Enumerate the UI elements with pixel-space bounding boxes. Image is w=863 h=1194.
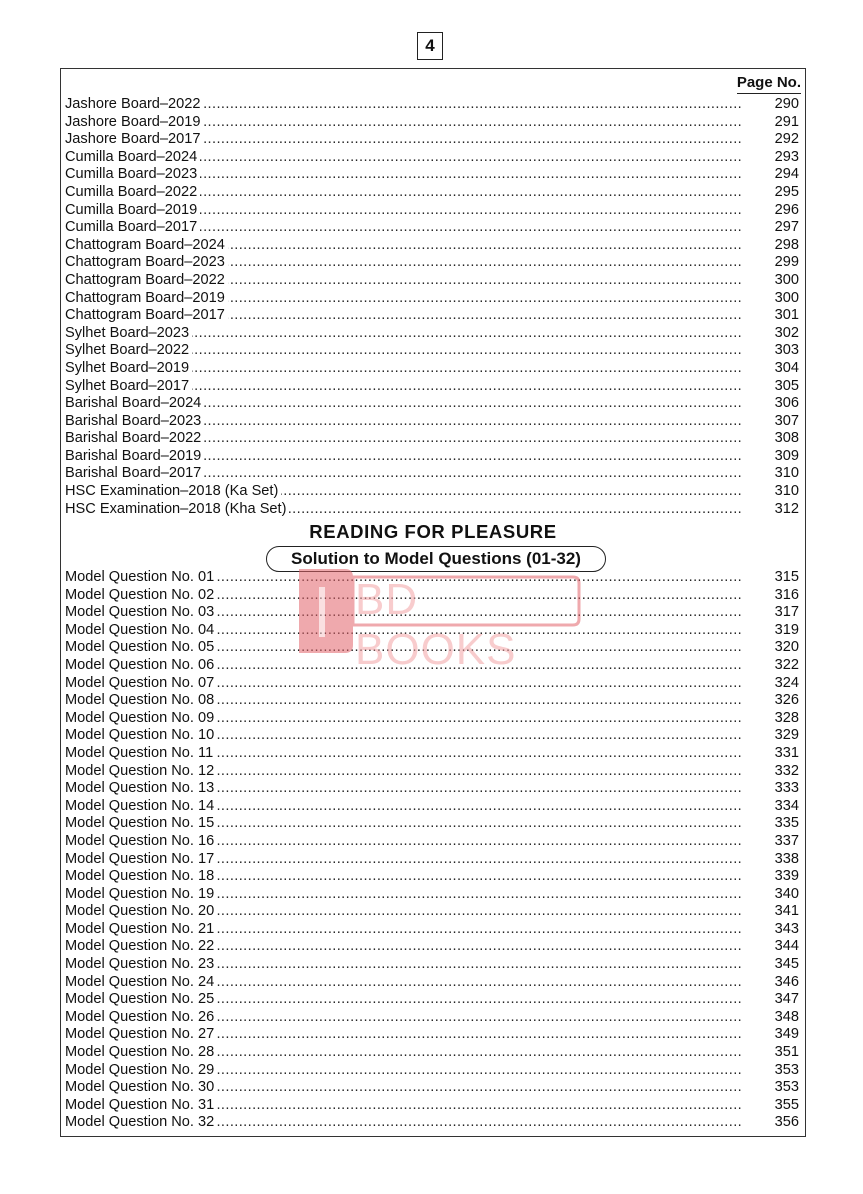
entry-page-number: 305 bbox=[774, 377, 799, 394]
entry-label: Chattogram Board–2023 bbox=[65, 254, 228, 272]
entry-page-number: 298 bbox=[774, 236, 799, 253]
entry-label: Model Question No. 24 bbox=[65, 974, 217, 992]
model-entry-row bbox=[65, 921, 803, 939]
entry-page-number: 349 bbox=[774, 1026, 799, 1043]
board-entry-row bbox=[65, 237, 803, 255]
entry-label: HSC Examination–2018 (Ka Set) bbox=[65, 483, 281, 501]
entry-page-number: 291 bbox=[774, 113, 799, 130]
entry-label: Sylhet Board–2019 bbox=[65, 360, 192, 378]
model-entry-row bbox=[65, 745, 803, 763]
entry-page-number: 341 bbox=[774, 903, 799, 920]
model-entry-row bbox=[65, 938, 803, 956]
entry-page-number: 328 bbox=[774, 709, 799, 726]
board-entry-row bbox=[65, 290, 803, 308]
entry-page-number: 294 bbox=[774, 166, 799, 183]
entry-label: Chattogram Board–2022 bbox=[65, 272, 228, 290]
entry-page-number: 335 bbox=[774, 815, 799, 832]
model-entry-row bbox=[65, 1026, 803, 1044]
model-entry-row bbox=[65, 639, 803, 657]
entry-label: Jashore Board–2017 bbox=[65, 131, 204, 149]
entry-label: Cumilla Board–2022 bbox=[65, 184, 200, 202]
board-entry-row bbox=[65, 254, 803, 272]
model-entry-row bbox=[65, 1009, 803, 1027]
entry-page-number: 304 bbox=[774, 359, 799, 376]
entry-label: Model Question No. 23 bbox=[65, 956, 217, 974]
board-entry-row bbox=[65, 184, 803, 202]
model-entries-list bbox=[65, 569, 803, 1132]
model-entry-row bbox=[65, 622, 803, 640]
entry-label: Model Question No. 17 bbox=[65, 851, 217, 869]
entry-page-number: 302 bbox=[774, 324, 799, 341]
entry-label: Model Question No. 05 bbox=[65, 639, 217, 657]
section-title: READING FOR PLEASURE bbox=[309, 521, 557, 542]
board-entry-row bbox=[65, 131, 803, 149]
entry-page-number: 296 bbox=[774, 201, 799, 218]
model-entry-row bbox=[65, 657, 803, 675]
entry-label: Sylhet Board–2017 bbox=[65, 378, 192, 396]
entry-page-number: 293 bbox=[774, 148, 799, 165]
board-entry-row bbox=[65, 272, 803, 290]
model-entry-row bbox=[65, 569, 803, 587]
entry-label: Model Question No. 13 bbox=[65, 780, 217, 798]
entry-page-number: 326 bbox=[774, 692, 799, 709]
entry-label: Model Question No. 30 bbox=[65, 1079, 217, 1097]
board-entries-list bbox=[65, 96, 803, 518]
model-entry-row bbox=[65, 780, 803, 798]
entry-page-number: 299 bbox=[774, 254, 799, 271]
entry-page-number: 292 bbox=[774, 131, 799, 148]
entry-page-number: 309 bbox=[774, 447, 799, 464]
entry-label: Model Question No. 31 bbox=[65, 1097, 217, 1115]
model-entry-row bbox=[65, 675, 803, 693]
entry-label: Barishal Board–2023 bbox=[65, 413, 204, 431]
entry-label: Barishal Board–2017 bbox=[65, 465, 204, 483]
entry-page-number: 351 bbox=[774, 1044, 799, 1061]
board-entry-row bbox=[65, 395, 803, 413]
section-subtitle: Solution to Model Questions (01-32) bbox=[266, 546, 606, 572]
entry-page-number: 344 bbox=[774, 938, 799, 955]
board-entry-row bbox=[65, 360, 803, 378]
entry-label: Cumilla Board–2017 bbox=[65, 219, 200, 237]
board-entry-row bbox=[65, 378, 803, 396]
entry-page-number: 348 bbox=[774, 1008, 799, 1025]
entry-page-number: 310 bbox=[774, 465, 799, 482]
entry-page-number: 297 bbox=[774, 219, 799, 236]
model-entry-row bbox=[65, 587, 803, 605]
entry-label: Barishal Board–2024 bbox=[65, 395, 204, 413]
board-entry-row bbox=[65, 219, 803, 237]
entry-page-number: 343 bbox=[774, 920, 799, 937]
entry-page-number: 301 bbox=[774, 307, 799, 324]
model-entry-row bbox=[65, 798, 803, 816]
entry-label: Model Question No. 10 bbox=[65, 727, 217, 745]
entry-label: Model Question No. 25 bbox=[65, 991, 217, 1009]
model-entry-row bbox=[65, 815, 803, 833]
entry-label: Sylhet Board–2023 bbox=[65, 325, 192, 343]
entry-page-number: 312 bbox=[774, 500, 799, 517]
model-entry-row bbox=[65, 692, 803, 710]
entry-label: HSC Examination–2018 (Kha Set) bbox=[65, 501, 289, 519]
entry-page-number: 339 bbox=[774, 868, 799, 885]
model-entry-row bbox=[65, 1114, 803, 1132]
entry-page-number: 290 bbox=[774, 96, 799, 112]
board-entry-row bbox=[65, 430, 803, 448]
entry-page-number: 346 bbox=[774, 973, 799, 990]
entry-label: Model Question No. 09 bbox=[65, 710, 217, 728]
entry-label: Chattogram Board–2024 bbox=[65, 237, 228, 255]
board-entry-row bbox=[65, 465, 803, 483]
entry-page-number: 353 bbox=[774, 1079, 799, 1096]
entry-label: Model Question No. 32 bbox=[65, 1114, 217, 1132]
entry-label: Model Question No. 01 bbox=[65, 569, 217, 587]
contents-frame bbox=[60, 68, 806, 1137]
entry-label: Model Question No. 03 bbox=[65, 604, 217, 622]
model-entry-row bbox=[65, 604, 803, 622]
entry-label: Model Question No. 08 bbox=[65, 692, 217, 710]
entry-page-number: 345 bbox=[774, 956, 799, 973]
model-entry-row bbox=[65, 903, 803, 921]
entry-label: Model Question No. 02 bbox=[65, 587, 217, 605]
entry-label: Model Question No. 26 bbox=[65, 1009, 217, 1027]
entry-label: Model Question No. 19 bbox=[65, 886, 217, 904]
entry-label: Cumilla Board–2019 bbox=[65, 202, 200, 220]
entry-page-number: 320 bbox=[774, 639, 799, 656]
entry-label: Chattogram Board–2017 bbox=[65, 307, 228, 325]
model-entry-row bbox=[65, 1044, 803, 1062]
page-no-header: Page No. bbox=[737, 74, 801, 94]
entry-page-number: 331 bbox=[774, 744, 799, 761]
board-entry-row bbox=[65, 166, 803, 184]
model-entry-row bbox=[65, 1062, 803, 1080]
model-entry-row bbox=[65, 974, 803, 992]
entry-page-number: 315 bbox=[774, 569, 799, 585]
entry-label: Model Question No. 20 bbox=[65, 903, 217, 921]
entry-page-number: 306 bbox=[774, 395, 799, 412]
entry-page-number: 307 bbox=[774, 412, 799, 429]
entry-label: Model Question No. 14 bbox=[65, 798, 217, 816]
entry-page-number: 347 bbox=[774, 991, 799, 1008]
entry-page-number: 295 bbox=[774, 183, 799, 200]
model-entry-row bbox=[65, 833, 803, 851]
board-entry-row bbox=[65, 325, 803, 343]
entry-page-number: 334 bbox=[774, 797, 799, 814]
entry-label: Model Question No. 18 bbox=[65, 868, 217, 886]
entry-page-number: 329 bbox=[774, 727, 799, 744]
entry-label: Jashore Board–2019 bbox=[65, 114, 204, 132]
entry-page-number: 319 bbox=[774, 621, 799, 638]
entry-page-number: 337 bbox=[774, 832, 799, 849]
entry-page-number: 322 bbox=[774, 656, 799, 673]
entry-label: Model Question No. 21 bbox=[65, 921, 217, 939]
entry-page-number: 356 bbox=[774, 1114, 799, 1131]
watermark-text: BD BOOKS bbox=[355, 575, 517, 674]
entry-page-number: 338 bbox=[774, 850, 799, 867]
board-entry-row bbox=[65, 149, 803, 167]
entry-label: Sylhet Board–2022 bbox=[65, 342, 192, 360]
entry-label: Model Question No. 28 bbox=[65, 1044, 217, 1062]
entry-page-number: 332 bbox=[774, 762, 799, 779]
entry-page-number: 310 bbox=[774, 483, 799, 500]
entry-label: Model Question No. 12 bbox=[65, 763, 217, 781]
entry-label: Barishal Board–2019 bbox=[65, 448, 204, 466]
entry-page-number: 300 bbox=[774, 289, 799, 306]
board-entry-row bbox=[65, 96, 803, 114]
entry-page-number: 303 bbox=[774, 342, 799, 359]
page-number: 4 bbox=[417, 32, 443, 60]
model-entry-row bbox=[65, 1079, 803, 1097]
board-entry-row bbox=[65, 501, 803, 519]
entry-label: Model Question No. 04 bbox=[65, 622, 217, 640]
entry-label: Model Question No. 16 bbox=[65, 833, 217, 851]
entry-label: Model Question No. 11 bbox=[65, 745, 216, 763]
entry-page-number: 340 bbox=[774, 885, 799, 902]
model-entry-row bbox=[65, 727, 803, 745]
entry-label: Model Question No. 22 bbox=[65, 938, 217, 956]
entry-page-number: 333 bbox=[774, 780, 799, 797]
entry-label: Barishal Board–2022 bbox=[65, 430, 204, 448]
entry-page-number: 353 bbox=[774, 1061, 799, 1078]
model-entry-row bbox=[65, 868, 803, 886]
entry-label: Model Question No. 27 bbox=[65, 1026, 217, 1044]
model-entry-row bbox=[65, 991, 803, 1009]
entry-page-number: 355 bbox=[774, 1096, 799, 1113]
entry-label: Cumilla Board–2023 bbox=[65, 166, 200, 184]
entry-label: Cumilla Board–2024 bbox=[65, 149, 200, 167]
entry-label: Model Question No. 07 bbox=[65, 675, 217, 693]
entry-label: Model Question No. 06 bbox=[65, 657, 217, 675]
entry-page-number: 308 bbox=[774, 430, 799, 447]
board-entry-row bbox=[65, 114, 803, 132]
entry-page-number: 316 bbox=[774, 586, 799, 603]
entry-page-number: 300 bbox=[774, 271, 799, 288]
board-entry-row bbox=[65, 202, 803, 220]
board-entry-row bbox=[65, 342, 803, 360]
entry-label: Chattogram Board–2019 bbox=[65, 290, 228, 308]
model-entry-row bbox=[65, 851, 803, 869]
model-entry-row bbox=[65, 710, 803, 728]
entry-label: Model Question No. 29 bbox=[65, 1062, 217, 1080]
entry-label: Jashore Board–2022 bbox=[65, 96, 204, 114]
board-entry-row bbox=[65, 413, 803, 431]
entry-page-number: 317 bbox=[774, 604, 799, 621]
entry-page-number: 324 bbox=[774, 674, 799, 691]
model-entry-row bbox=[65, 763, 803, 781]
entry-label: Model Question No. 15 bbox=[65, 815, 217, 833]
board-entry-row bbox=[65, 448, 803, 466]
board-entry-row bbox=[65, 307, 803, 325]
model-entry-row bbox=[65, 886, 803, 904]
model-entry-row bbox=[65, 956, 803, 974]
board-entry-row bbox=[65, 483, 803, 501]
model-entry-row bbox=[65, 1097, 803, 1115]
